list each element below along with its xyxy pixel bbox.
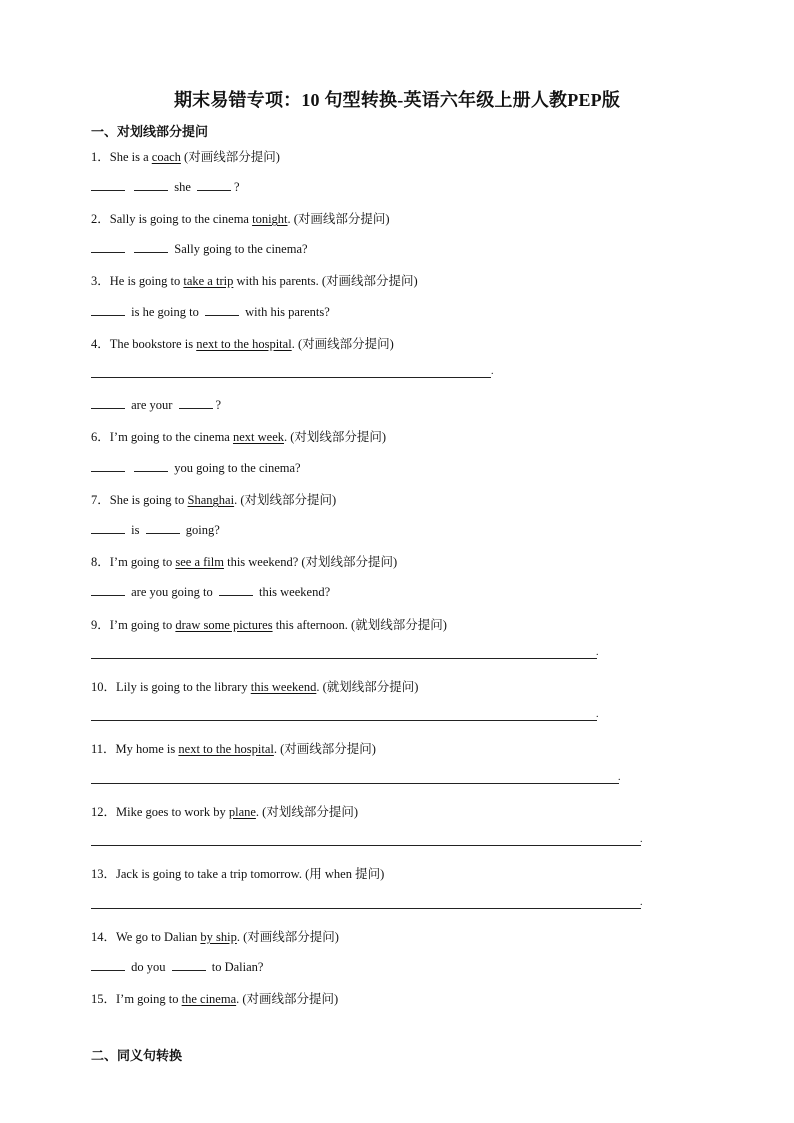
answer-line-9[interactable] [91,658,597,659]
answer-7: is going? [91,521,220,538]
answer-line-12[interactable] [91,845,641,846]
answer-blank[interactable] [91,583,125,596]
answer-line-13[interactable] [91,908,641,909]
answer-blank[interactable] [91,521,125,534]
answer-blank[interactable] [205,303,239,316]
answer-line-11[interactable] [91,783,619,784]
answer-blank[interactable] [91,958,125,971]
question-14: 14．We go to Dalian by ship. (对画线部分提问) [91,930,339,944]
answer-6: you going to the cinema? [91,459,301,476]
answer-blank[interactable] [91,396,125,409]
answer-blank[interactable] [91,303,125,316]
answer-blank[interactable] [91,240,125,253]
question-13: 13．Jack is going to take a trip tomorrow. (用 when 提问) [91,867,385,881]
answer-blank[interactable] [179,396,213,409]
question-2: 2．Sally is going to the cinema tonight. (对画线部分提问) [91,212,390,226]
question-7: 7．She is going to Shanghai. (对划线部分提问) [91,493,337,507]
question-9: 9．I’m going to draw some pictures this afternoon. (就划线部分提问) [91,618,447,632]
question-6: 6．I’m going to the cinema next week. (对划线部分提问) [91,430,387,444]
answer-2: Sally going to the cinema? [91,240,308,257]
question-4: 4．The bookstore is next to the hospital. (对画线部分提问) [91,337,394,351]
worksheet-page: 期末易错专项：10 句型转换-英语六年级上册人教PEP版 一、对划线部分提问 1．She is a coach (对画线部分提问) she ? 2．Sally is going to the cinema tonight. (对画线部分提问) Sally going to the cinema? 3．He is going to take a trip with his parents. (对画线部分提问) is he going to with his parents? 4．The bookstore is next to the hospital. (对画线部分提问) . are your ? 6．I’m going to the cinema next week. (对划线部分提问) you going to the cinema? 7．She is going to Shanghai. (对划线部分提问) is going? 8．I’m going to see a film this weekend? (对划线部分提问) are you going to this weekend? 9．I’m going to draw some pictures this afternoon. (就划线部分提问) . 10．Lily is going to the library this weekend. (就划线部分提问) . 11．My home is next to the hospital. (对画线部分提问) . 12．Mike goes to work by plane. (对划线部分提问) . 13．Jack is going to take a trip tomorrow. (用 when 提问) . 14．We go to Dalian by ship. (对画线部分提问) do you to Dalian? 15．I’m going to the cinema. (对画线部分提问) 二、同义句转换 [0,0,794,1123]
question-8: 8．I’m going to see a film this weekend? (对划线部分提问) [91,555,398,569]
answer-line-4[interactable] [91,377,491,378]
answer-blank[interactable] [197,178,231,191]
section-heading-1: 一、对划线部分提问 [91,124,209,139]
page-title: 期末易错专项：10 句型转换-英语六年级上册人教PEP版 [173,90,621,110]
answer-blank[interactable] [134,240,168,253]
answer-14: do you to Dalian? [91,958,263,975]
answer-3: is he going to with his parents? [91,303,330,320]
question-10: 10．Lily is going to the library this weekend. (就划线部分提问) [91,680,419,694]
question-15: 15．I’m going to the cinema. (对画线部分提问) [91,992,339,1006]
answer-8: are you going to this weekend? [91,583,330,600]
question-1: 1．She is a coach (对画线部分提问) [91,150,280,164]
answer-1: she ? [91,178,240,195]
answer-blank[interactable] [219,583,253,596]
answer-blank[interactable] [91,178,125,191]
answer-blank[interactable] [134,459,168,472]
answer-line-10[interactable] [91,720,597,721]
answer-5: are your ? [91,396,221,413]
answer-blank[interactable] [134,178,168,191]
answer-blank[interactable] [91,459,125,472]
section-heading-2: 二、同义句转换 [91,1048,183,1063]
answer-blank[interactable] [146,521,180,534]
answer-blank[interactable] [172,958,206,971]
question-11: 11．My home is next to the hospital. (对画线部分提问) [91,742,376,756]
question-12: 12．Mike goes to work by plane. (对划线部分提问) [91,805,358,819]
question-3: 3．He is going to take a trip with his parents. (对画线部分提问) [91,274,418,288]
